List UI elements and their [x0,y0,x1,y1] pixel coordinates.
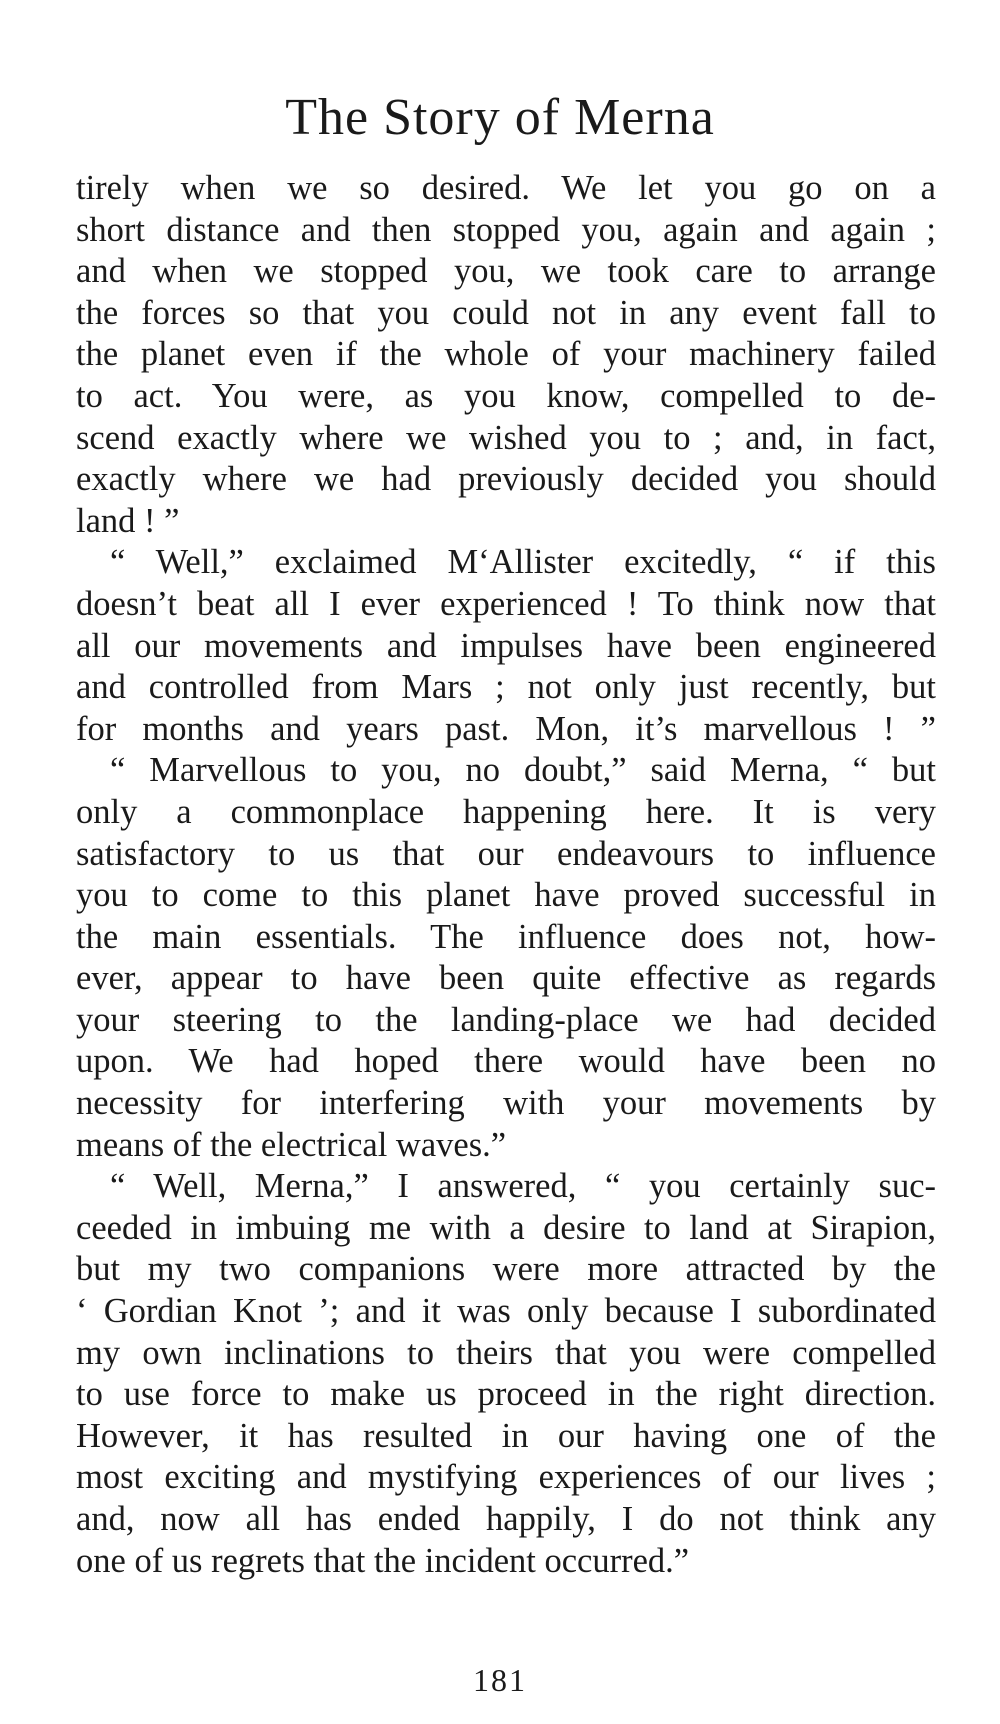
page-number: 181 [473,1662,527,1698]
text-line: means of the electrical waves.” [76,1125,507,1164]
text-line: the planet even if the whole of your machinery failed [76,335,936,374]
text-line: your steering to the landing-place we had decided [76,1000,936,1039]
text-line: all our movements and impulses have been engineered [76,626,936,665]
body-text [76,168,936,1582]
text-line: ceeded in imbuing me with a desire to land at Sirapion, [76,1208,936,1247]
text-line: but my two companions were more attracted by the [76,1250,936,1289]
text-line: to act. You were, as you know, compelled to de- [76,376,936,415]
text-line: my own inclinations to theirs that you were compelled [76,1333,936,1372]
text-line: to use force to make us proceed in the right direction. [76,1375,936,1414]
text-line: necessity for interfering with your movements by [76,1084,936,1123]
text-line: the forces so that you could not in any event fall to [76,293,936,332]
text-line: land ! ” [76,501,180,540]
text-line: one of us regrets that the incident occurred.” [76,1541,690,1580]
text-line: and when we stopped you, we took care to arrange [76,252,936,291]
text-line: ‘ Gordian Knot ’; and it was only because I subordinated [76,1292,936,1331]
text-line: “ Well, Merna,” I answered, “ you certainly suc- [110,1167,936,1206]
text-line: upon. We had hoped there would have been no [76,1042,936,1081]
text-line: exactly where we had previously decided you should [76,460,936,499]
text-line: and controlled from Mars ; not only just recently, but [76,668,936,707]
text-line: satisfactory to us that our endeavours to influence [76,834,936,873]
text-line: for months and years past. Mon, it’s marvellous ! ” [76,709,936,748]
text-line: scend exactly where we wished you to ; and, in fact, [76,418,936,457]
text-line: ever, appear to have been quite effective as regards [76,959,936,998]
text-line: and, now all has ended happily, I do not think any [76,1500,936,1538]
text-line: tirely when we so desired. We let you go on a [76,169,936,207]
text-line: “ Marvellous to you, no doubt,” said Merna, “ but [110,751,936,790]
text-line: short distance and then stopped you, again and again ; [76,210,936,249]
text-line: the main essentials. The influence does not, how- [76,917,936,956]
text-line: most exciting and mystifying experiences of our lives ; [76,1458,936,1497]
text-line: you to come to this planet have proved successful in [76,876,936,915]
running-title: The Story of Merna [285,89,715,146]
text-line: only a commonplace happening here. It is very [76,792,936,831]
text-line: “ Well,” exclaimed M‘Allister excitedly, “ if this [110,543,936,582]
text-line: However, it has resulted in our having one of the [76,1416,936,1455]
text-line: doesn’t beat all I ever experienced ! To think now that [76,584,936,623]
